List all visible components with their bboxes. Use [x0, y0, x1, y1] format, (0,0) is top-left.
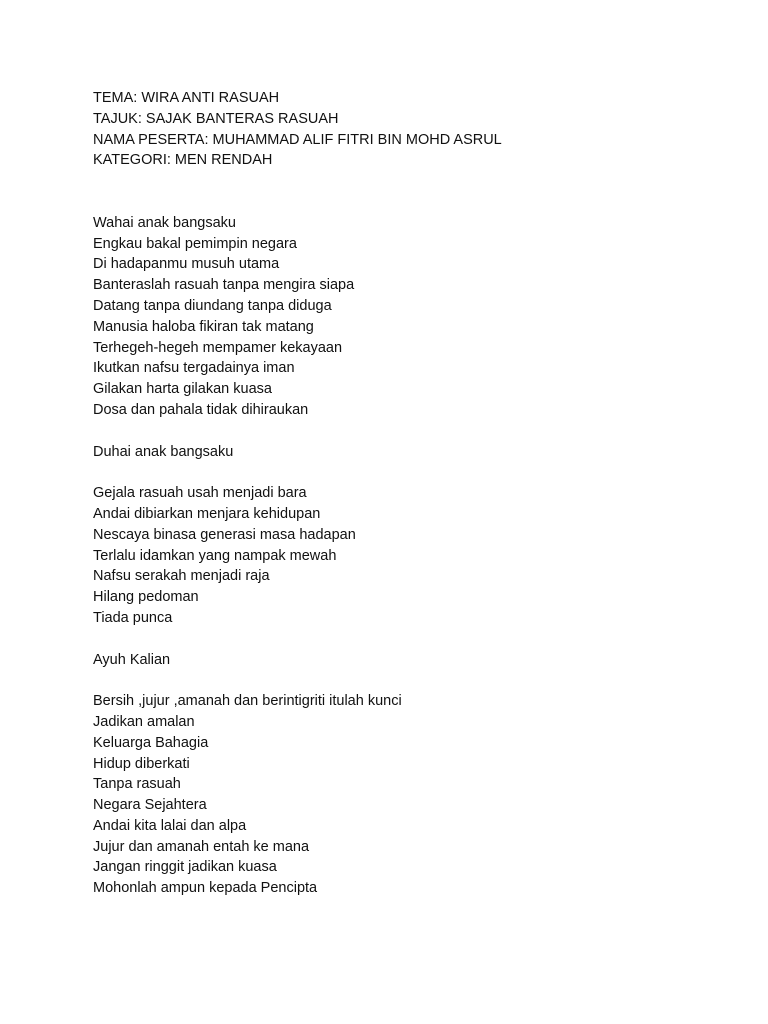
- stanza-1: [93, 213, 733, 421]
- stanza-2: [93, 483, 733, 629]
- poem-line: Di hadapanmu musuh utama: [93, 256, 280, 273]
- poem-line: Banteraslah rasuah tanpa mengira siapa: [93, 277, 355, 294]
- poem-line: Wahai anak bangsaku: [93, 214, 236, 231]
- poem-line: Terlalu idamkan yang nampak mewah: [93, 547, 337, 564]
- poem-line: Hilang pedoman: [93, 589, 199, 606]
- poem-line: Jujur dan amanah entah ke mana: [93, 838, 310, 855]
- title-line: TAJUK: SAJAK BANTERAS RASUAH: [93, 110, 339, 127]
- poem-line: Jangan ringgit jadikan kuasa: [93, 859, 277, 876]
- poem-line: Jadikan amalan: [93, 713, 195, 730]
- poem-line: Terhegeh-hegeh mempamer kekayaan: [93, 339, 343, 356]
- callout-line: Duhai anak bangsaku: [93, 443, 234, 460]
- poem-line: Keluarga Bahagia: [93, 734, 209, 751]
- callout-line: Ayuh Kalian: [93, 651, 171, 668]
- poem-line: Nafsu serakah menjadi raja: [93, 568, 270, 585]
- poem-line: Gejala rasuah usah menjadi bara: [93, 485, 307, 502]
- poem-line: Andai dibiarkan menjara kehidupan: [93, 505, 321, 522]
- participant-name-line: NAMA PESERTA: MUHAMMAD ALIF FITRI BIN MOHD ASRUL: [93, 131, 502, 148]
- poem-line: Manusia haloba fikiran tak matang: [93, 318, 314, 335]
- spacer: [93, 670, 733, 691]
- poem-line: Mohonlah ampun kepada Pencipta: [93, 880, 318, 897]
- spacer: [93, 421, 733, 442]
- poem-line: Negara Sejahtera: [93, 797, 207, 814]
- stanza-3: [93, 691, 733, 899]
- spacer: [93, 171, 733, 213]
- poem-line: Datang tanpa diundang tanpa diduga: [93, 297, 332, 314]
- poem-line: Tanpa rasuah: [93, 776, 181, 793]
- theme-line: TEMA: WIRA ANTI RASUAH: [93, 90, 280, 106]
- poem-line: Tiada punca: [93, 609, 173, 626]
- poem-line: Ikutkan nafsu tergadainya iman: [93, 360, 295, 377]
- poem-line: Gilakan harta gilakan kuasa: [93, 381, 272, 398]
- poem-line: Bersih ,jujur ,amanah dan berintigriti itulah kunci: [93, 693, 402, 710]
- category-line: KATEGORI: MEN RENDAH: [93, 152, 273, 169]
- poem-text-block: [93, 88, 733, 899]
- poem-line: Engkau bakal pemimpin negara: [93, 235, 297, 252]
- poem-line: Dosa dan pahala tidak dihiraukan: [93, 401, 309, 418]
- poem-line: Nescaya binasa generasi masa hadapan: [93, 526, 356, 543]
- poem-line: Hidup diberkati: [93, 755, 190, 772]
- spacer: [93, 629, 733, 650]
- spacer: [93, 462, 733, 483]
- poem-line: Andai kita lalai dan alpa: [93, 817, 247, 834]
